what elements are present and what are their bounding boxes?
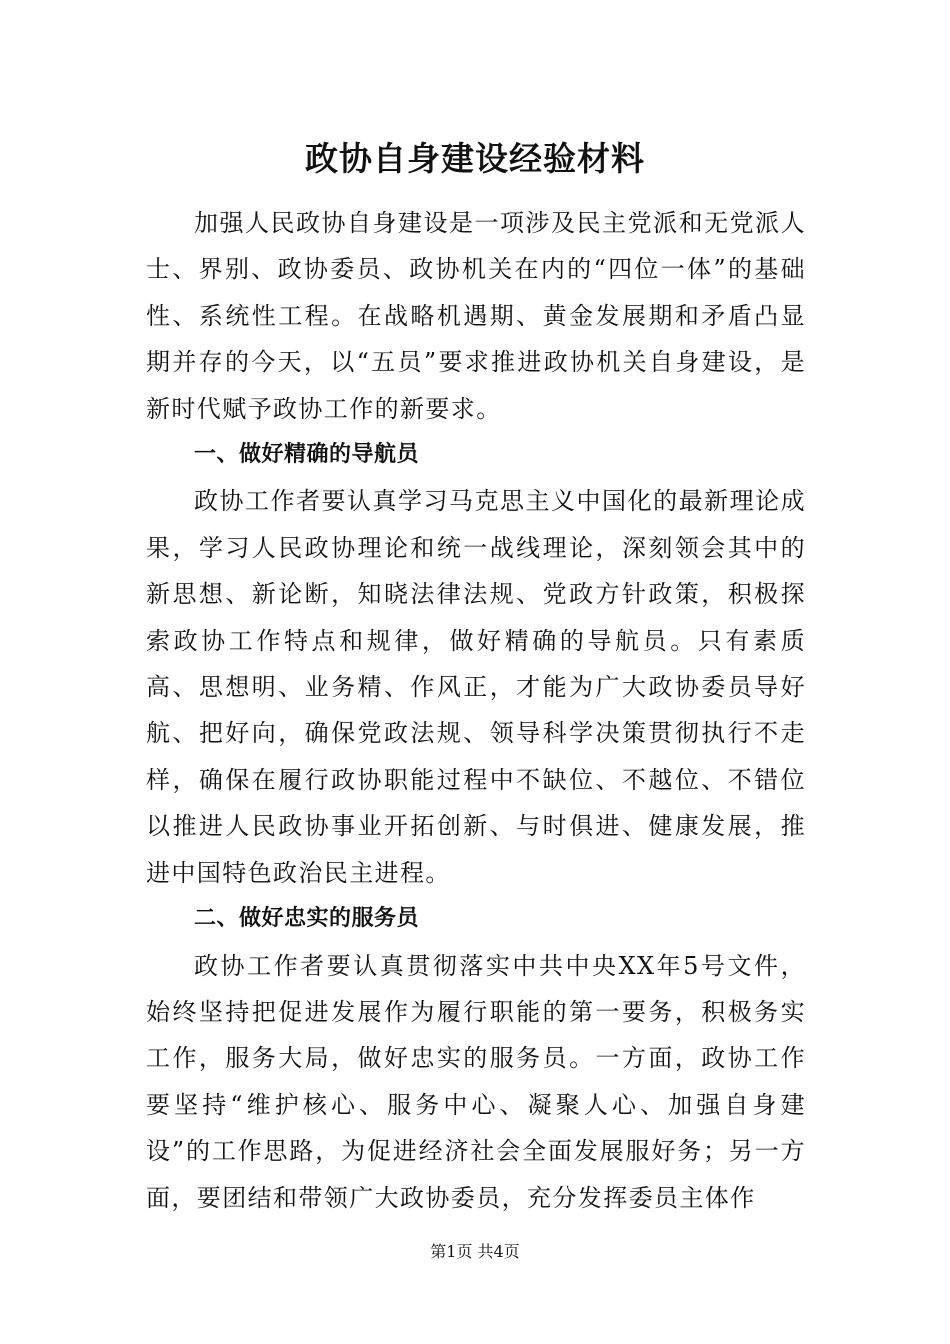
paragraph-section-2: 政协工作者要认真贯彻落实中共中央XX年5号文件，始终坚持把促进发展作为履行职能的第一要务，积极务实工作，服务大局，做好忠实的服务员。一方面，政协工作要坚持“维护核心、服务中心、凝聚人心、加强自身建设”的工作思路，为促进经济社会全面发展服好务；另一方面，要团结和带领广大政协委员，充分发挥委员主体作 bbox=[146, 951, 806, 1212]
paragraph-intro: 加强人民政协自身建设是一项涉及民主党派和无党派人士、界别、政协委员、政协机关在内的“四位一体”的基础性、系统性工程。在战略机遇期、黄金发展期和矛盾凸显期并存的今天，以“五员”要求推进政协机关自身建设，是新时代赋予政协工作的新要求。 bbox=[146, 209, 806, 423]
section-heading-2: 二、做好忠实的服务员 bbox=[194, 906, 420, 932]
document-body bbox=[146, 200, 806, 1221]
paragraph-section-1: 政协工作者要认真学习马克思主义中国化的最新理论成果，学习人民政协理论和统一战线理论，深刻领会其中的新思想、新论断，知晓法律法规、党政方针政策，积极探索政协工作特点和规律，做好精确的导航员。只有素质高、思想明、业务精、作风正，才能为广大政协委员导好航、把好向，确保党政法规、领导科学决策贯彻执行不走样，确保在履行政协职能过程中不缺位、不越位、不错位以推进人民政协事业开拓创新、与时俱进、健康发展，推进中国特色政治民主进程。 bbox=[146, 487, 806, 887]
section-heading-1: 一、做好精确的导航员 bbox=[194, 442, 420, 468]
page-number-footer: 第1页 共4页 bbox=[430, 1242, 520, 1261]
document-title: 政协自身建设经验材料 bbox=[305, 139, 645, 178]
